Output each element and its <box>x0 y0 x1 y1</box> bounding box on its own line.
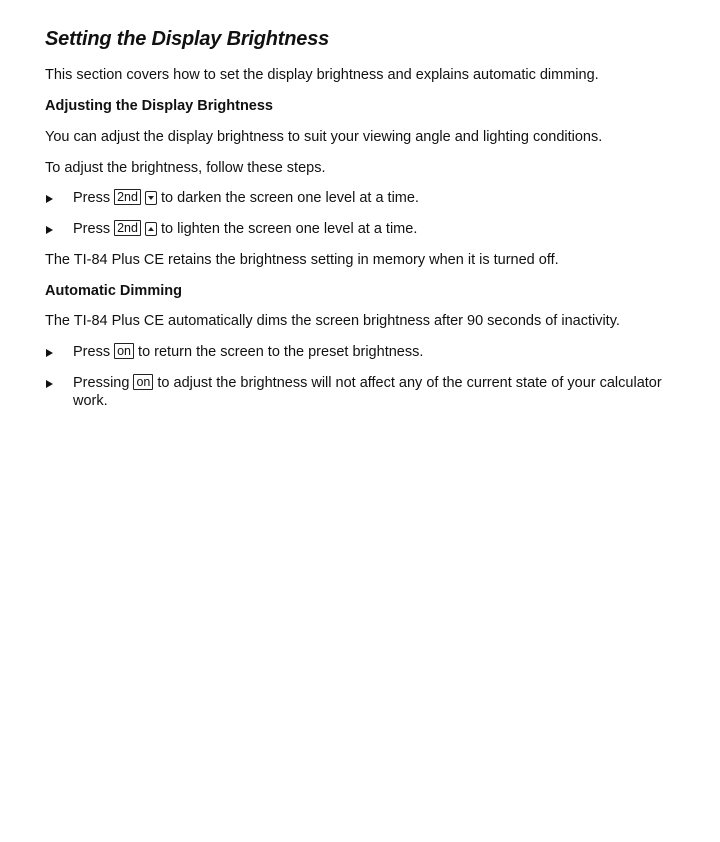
down-arrow-key-icon <box>145 191 157 205</box>
section-heading-adjusting: Adjusting the Display Brightness <box>45 98 273 114</box>
intro-paragraph: This section covers how to set the display brightness and explains automatic dimming. <box>45 67 599 83</box>
list-item-return <box>45 343 680 362</box>
step-prefix: Press <box>73 344 111 360</box>
adjusting-paragraph-3: The TI-84 Plus CE retains the brightness setting in memory when it is turned off. <box>45 252 559 268</box>
up-arrow-key-icon <box>145 222 157 236</box>
dimming-steps-list <box>45 343 680 410</box>
step-prefix: Press <box>73 190 111 206</box>
step-prefix: Pressing <box>73 375 130 391</box>
list-item-lighten <box>45 220 680 239</box>
key-on: on <box>133 374 153 390</box>
step-suffix: to darken the screen one level at a time. <box>161 190 419 206</box>
key-on: on <box>114 343 134 359</box>
section-heading-dimming: Automatic Dimming <box>45 283 182 299</box>
adjusting-paragraph-2: To adjust the brightness, follow these steps. <box>45 160 326 176</box>
bullet-icon <box>46 349 53 357</box>
adjusting-steps-list <box>45 189 680 239</box>
bullet-icon <box>46 195 53 203</box>
step-suffix: to return the screen to the preset brightness. <box>138 344 424 360</box>
key-2nd: 2nd <box>114 189 141 205</box>
bullet-icon <box>46 380 53 388</box>
list-item-darken <box>45 189 680 208</box>
step-suffix: to lighten the screen one level at a time. <box>161 221 418 237</box>
step-suffix: to adjust the brightness will not affect any of the current state of your calculator work. <box>73 375 662 409</box>
adjusting-paragraph-1: You can adjust the display brightness to suit your viewing angle and lighting conditions. <box>45 129 603 145</box>
list-item-pressing <box>45 374 680 410</box>
page-title: Setting the Display Brightness <box>45 28 330 50</box>
step-prefix: Press <box>73 221 111 237</box>
bullet-icon <box>46 226 53 234</box>
dimming-paragraph: The TI-84 Plus CE automatically dims the screen brightness after 90 seconds of inactivity. <box>45 313 620 329</box>
key-2nd: 2nd <box>114 220 141 236</box>
